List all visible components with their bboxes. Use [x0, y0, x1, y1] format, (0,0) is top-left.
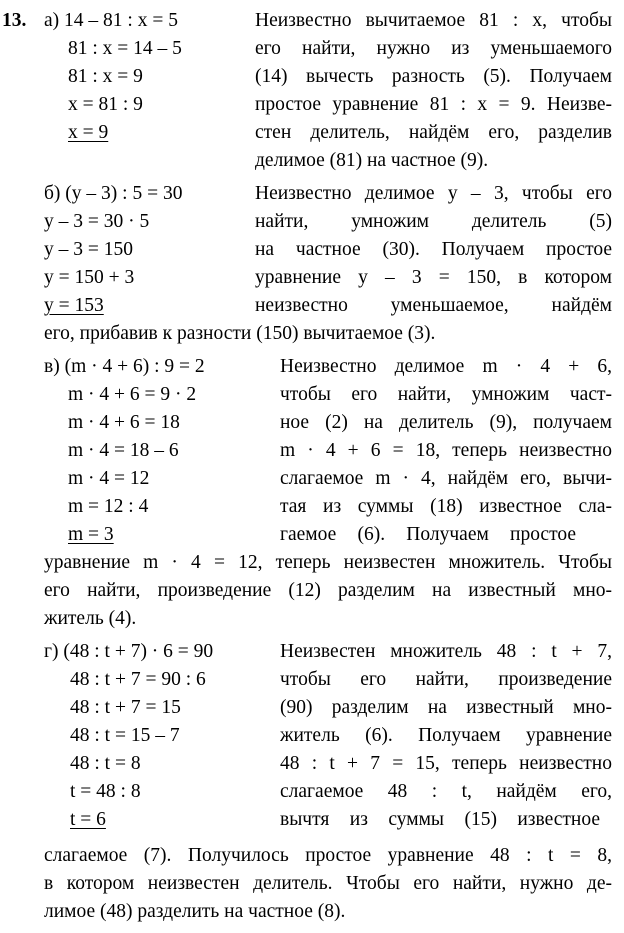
- explanation-line: (14) вычесть разность (5). Получаем: [255, 66, 612, 87]
- equation-line: x = 81 : 9: [68, 94, 143, 115]
- explanation-line: его найти, нужно из уменьшаемого: [255, 38, 612, 59]
- explanation-line: 48 : t + 7 = 15, теперь неизвестно: [280, 753, 612, 774]
- continuation-line: его, прибавив к разности (150) вычитаемое (3).: [44, 323, 436, 344]
- continuation-line: уравнение m · 4 = 12, теперь неизвестен множитель. Чтобы: [44, 552, 612, 573]
- explanation-line: уравнение y – 3 = 150, в котором: [255, 267, 612, 288]
- equation-line: 81 : x = 9: [68, 66, 143, 87]
- explanation-line: ное (2) на делитель (9), получаем: [280, 412, 612, 433]
- equation-line: m · 4 + 6 = 9 · 2: [68, 384, 197, 405]
- continuation-line: житель (4).: [44, 608, 137, 629]
- continuation-line: его найти, произведение (12) разделим на известный мно-: [44, 580, 612, 601]
- continuation-line: лимое (48) разделить на частное (8).: [44, 901, 346, 922]
- explanation-line: (90) разделим на известный мно-: [280, 697, 612, 718]
- explanation-line: стен делитель, найдём его, разделив: [255, 122, 612, 143]
- equation-line: y – 3 = 30 · 5: [44, 211, 150, 232]
- equation-line: m = 12 : 4: [68, 496, 149, 517]
- explanation-line: найти, умножим делитель (5): [255, 211, 612, 232]
- explanation-line: тая из суммы (18) известное сла-: [280, 496, 612, 517]
- equation-line: m · 4 + 6 = 18: [68, 412, 180, 433]
- explanation-line: неизвестно уменьшаемое, найдём: [255, 295, 612, 316]
- answer-line: t = 6: [70, 809, 106, 830]
- explanation-line: чтобы его найти, произведение: [280, 669, 612, 690]
- explanation-line: Неизвестно делимое m · 4 + 6,: [280, 356, 612, 377]
- explanation-line: Неизвестно вычитаемое 81 : x, чтобы: [255, 10, 612, 31]
- explanation-line: слагаемое 48 : t, найдём его,: [280, 781, 612, 802]
- explanation-line: m · 4 + 6 = 18, теперь неизвестно: [280, 440, 612, 461]
- continuation-line: слагаемое (7). Получилось простое уравнение 48 : t = 8,: [44, 845, 612, 866]
- equation-line: 48 : t + 7 = 90 : 6: [70, 669, 206, 690]
- equation-line: m · 4 = 12: [68, 468, 150, 489]
- equation-line: 48 : t = 8: [70, 753, 141, 774]
- equation-line: а) 14 – 81 : x = 5: [44, 10, 178, 31]
- equation-line: t = 48 : 8: [70, 781, 141, 802]
- equation-line: 48 : t = 15 – 7: [70, 725, 180, 746]
- equation-line: y = 150 + 3: [44, 267, 135, 288]
- equation-line: в) (m · 4 + 6) : 9 = 2: [44, 356, 205, 377]
- explanation-line: на частное (30). Получаем простое: [255, 239, 612, 260]
- equation-line: y – 3 = 150: [44, 239, 133, 260]
- answer-line: x = 9: [68, 122, 109, 143]
- equation-line: 81 : x = 14 – 5: [68, 38, 182, 59]
- explanation-line: слагаемое m · 4, найдём его, вычи-: [280, 468, 612, 489]
- explanation-line: чтобы его найти, умножим част-: [280, 384, 612, 405]
- answer-line: y = 153: [44, 295, 104, 316]
- equation-line: г) (48 : t + 7) · 6 = 90: [44, 641, 214, 662]
- explanation-line: делимое (81) на частное (9).: [255, 150, 489, 171]
- explanation-line: вычтя из суммы (15) известное: [280, 809, 600, 830]
- explanation-line: простое уравнение 81 : x = 9. Неизве-: [255, 94, 612, 115]
- continuation-line: в котором неизвестен делитель. Чтобы его найти, нужно де-: [44, 873, 612, 894]
- equation-line: m · 4 = 18 – 6: [68, 440, 179, 461]
- explanation-line: житель (6). Получаем уравнение: [280, 725, 612, 746]
- explanation-line: гаемое (6). Получаем простое: [280, 524, 576, 545]
- equation-line: 48 : t + 7 = 15: [70, 697, 181, 718]
- explanation-line: Неизвестен множитель 48 : t + 7,: [280, 641, 612, 662]
- equation-line: б) (y – 3) : 5 = 30: [44, 183, 183, 204]
- answer-line: m = 3: [68, 524, 114, 545]
- explanation-line: Неизвестно делимое y – 3, чтобы его: [255, 183, 612, 204]
- problem-number: 13.: [2, 10, 27, 31]
